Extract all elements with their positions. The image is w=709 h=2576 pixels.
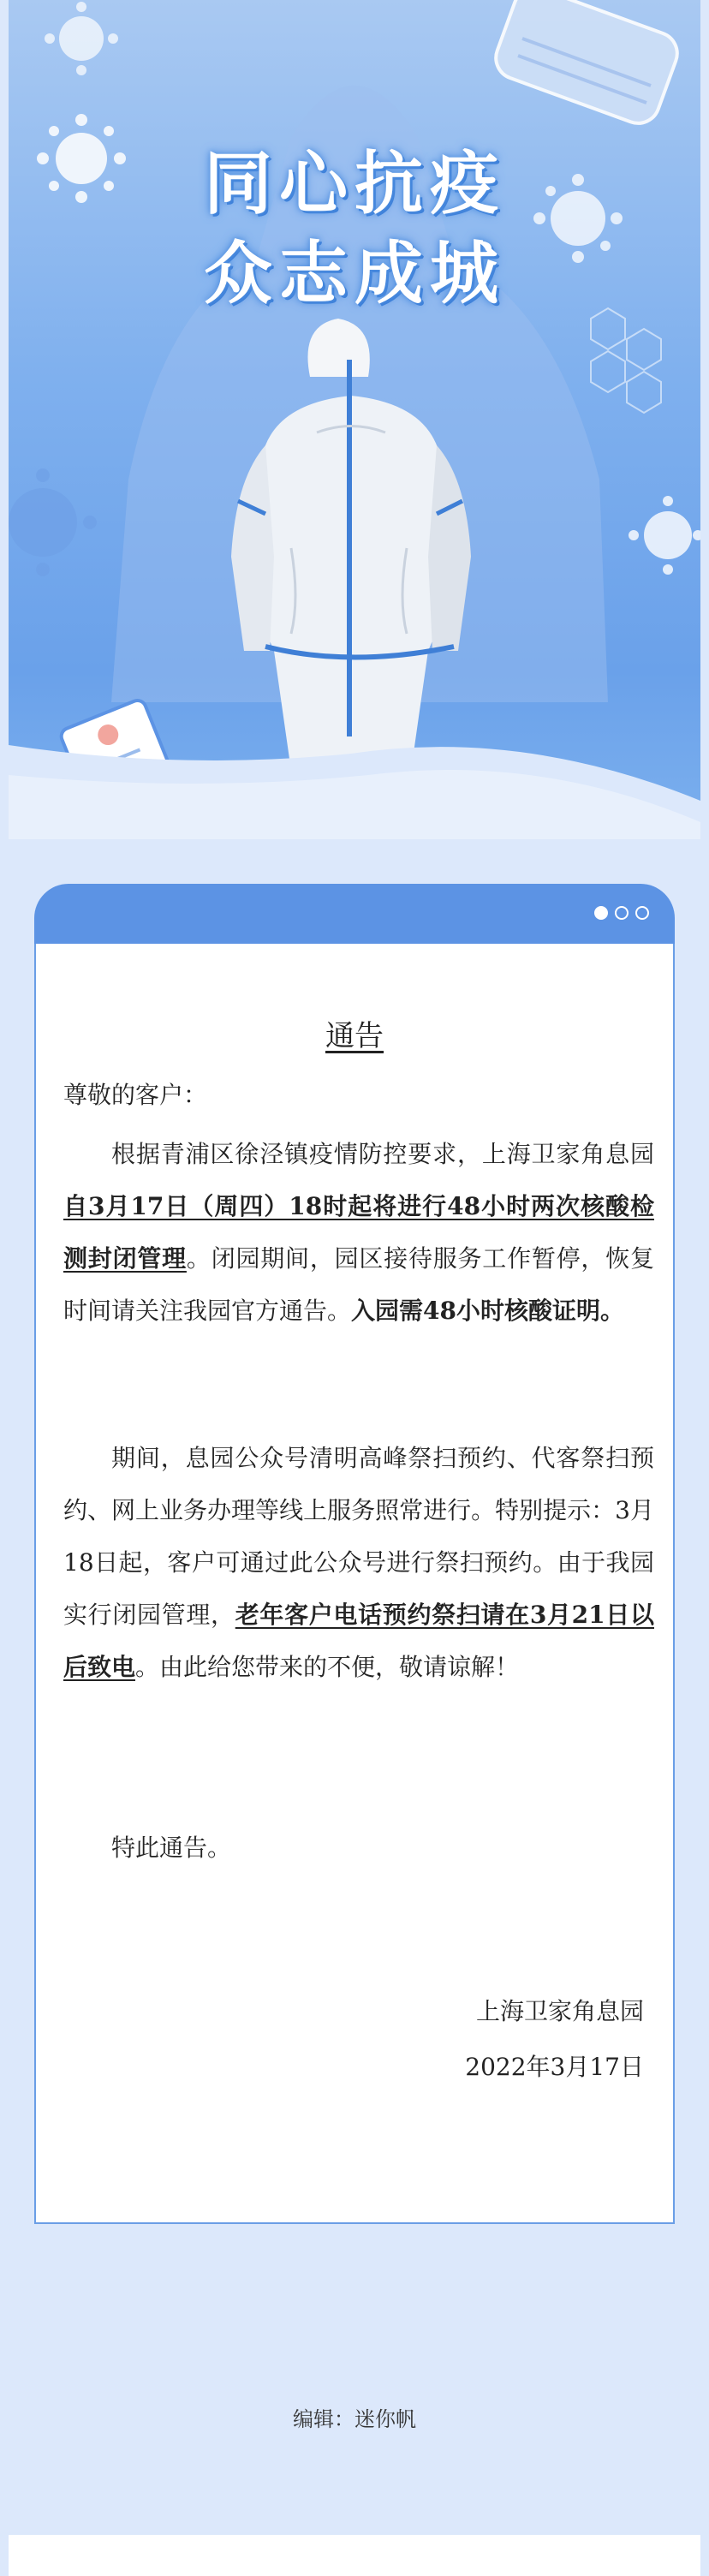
paragraph-1 xyxy=(63,1128,654,1337)
virus-icon xyxy=(45,2,118,75)
paragraph-1-highlight: 自3月17日（周四）18时起将进行48小时两次核酸检测封闭管理 xyxy=(63,1192,654,1273)
hero-title-line2: 众志成城 xyxy=(204,234,505,313)
notice-card xyxy=(34,884,675,2198)
closing-text: 特此通告。 xyxy=(111,1834,232,1862)
paragraph-2-text: 期间，息园公众号清明高峰祭扫预约、代客祭扫预约、网上业务办理等线上服务照常进行。特别提示：3月18日起，客户可通过此公众号进行祭扫预约。由于我园实行闭园管理， xyxy=(63,1444,654,1629)
virus-icon xyxy=(629,496,700,575)
paragraph-1-text: 根据青浦区徐泾镇疫情防控要求，上海卫家角息园 xyxy=(111,1140,654,1168)
dots-decoration xyxy=(594,906,649,920)
card-header xyxy=(34,884,675,944)
virus-icon xyxy=(9,468,97,576)
hexagon-pattern xyxy=(591,308,661,413)
paragraph-1-bold: 入园需48小时核酸证明。 xyxy=(351,1297,624,1325)
hero-banner xyxy=(9,0,700,839)
notice-title: 通告 xyxy=(325,1019,384,1053)
hero-title-line1: 同心抗疫 xyxy=(204,144,505,224)
signature: 上海卫家角息园 xyxy=(475,1997,644,2025)
editor-credit: 编辑：迷你帆 xyxy=(293,2407,416,2431)
face-mask-icon xyxy=(490,0,683,129)
dot-icon xyxy=(594,906,608,920)
paragraph-2 xyxy=(63,1432,654,1693)
paragraph-1-text-2: 。闭园期间，园区接待服务工作暂停，恢复时间请关注我园官方通告。 xyxy=(63,1244,654,1325)
card-body xyxy=(34,944,675,2224)
paragraph-2-highlight: 老年客户电话预约祭扫请在3月21日以后致电 xyxy=(63,1601,654,1681)
dot-icon xyxy=(635,906,649,920)
dot-icon xyxy=(615,906,629,920)
salutation: 尊敬的客户： xyxy=(63,1081,208,1109)
paragraph-2-text-2: 。由此给您带来的不便，敬请谅解！ xyxy=(135,1653,520,1681)
bottom-strip xyxy=(9,2535,700,2576)
notice-date: 2022年3月17日 xyxy=(465,2053,644,2081)
hero-illustration xyxy=(9,0,700,839)
